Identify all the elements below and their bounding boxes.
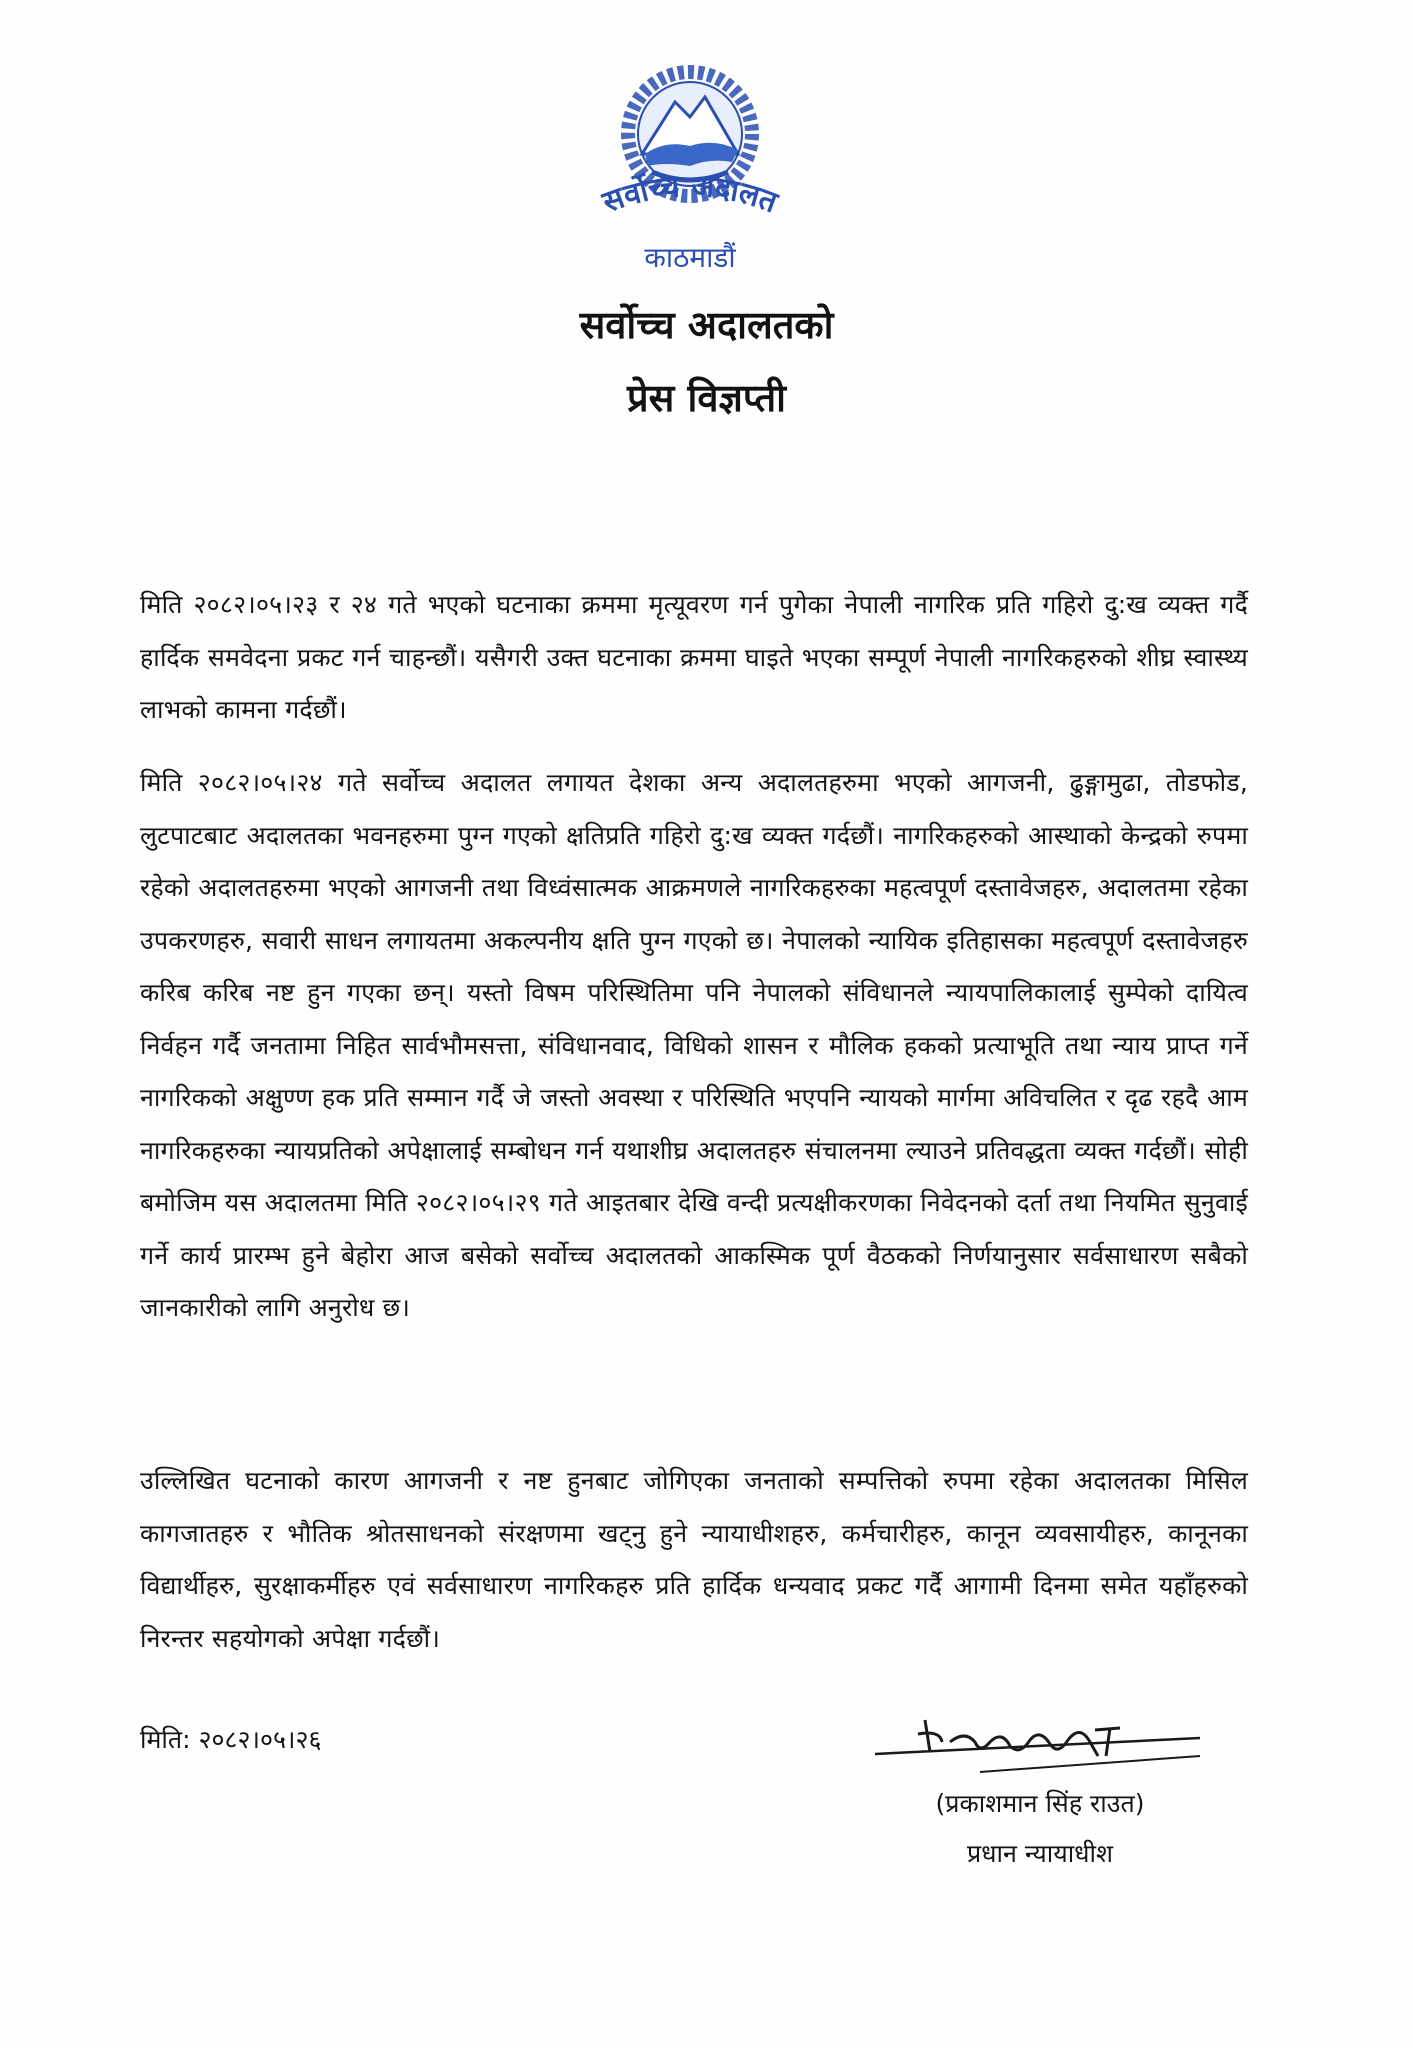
paragraph-thanks: उल्लिखित घटनाको कारण आगजनी र नष्ट हुनबाट जोगिएका जनताको सम्पत्तिको रुपमा रहेका अदालतका मिसिल कागजातहरु र भौतिक श्रोतसाधनको संरक्षणमा खट्नु हुने न्यायाधीशहरु, कर्मचारीहरु, कानून व्यवसायीहरु, कानूनका विद्यार्थीहरु, सुरक्षाकर्मीहरु एवं सर्वसाधारण नागरिकहरु प्रति हार्दिक धन्यवाद प्रकट गर्दै आगामी दिनमा समेत यहाँहरुको निरन्तर सहयोगको अपेक्षा गर्दछौं। (140, 1466, 1248, 1653)
paragraph-condolence: मिति २०८२।०५।२३ र २४ गते भएको घटनाका क्रममा मृत्यूवरण गर्न पुगेका नेपाली नागरिक प्रति गहिरो दु:ख व्यक्त गर्दै हार्दिक समवेदना प्रकट गर्न चाहन्छौं। यसैगरी उक्त घटनाका क्रममा घाइते भएका सम्पूर्ण नेपाली नागरिकहरुको शीघ्र स्वास्थ्य लाभको कामना गर्दछौं। (140, 590, 1248, 724)
signer-name: (प्रकाशमान सिंह राउत) (935, 1789, 1145, 1818)
emblem-arc-text: सर्वोच्च अदालत (598, 168, 782, 221)
signer-title: प्रधान न्यायाधीश (966, 1839, 1114, 1868)
emblem-city-text: काठमाडौं (644, 241, 736, 274)
document-subtitle: प्रेस विज्ञप्ती (626, 376, 787, 420)
handwritten-signature-icon (870, 1712, 1210, 1782)
document-title: सर्वोच्च अदालतको (579, 303, 834, 347)
paragraph-damage-and-resumption: मिति २०८२।०५।२४ गते सर्वोच्च अदालत लगायत देशका अन्य अदालतहरुमा भएको आगजनी, ढुङ्गामुढा, तोडफोड, लुटपाटबाट अदालतका भवनहरुमा पुग्न गएको क्षतिप्रति गहिरो दु:ख व्यक्त गर्दछौं। नागरिकहरुको आस्थाको केन्द्रको रुपमा रहेको अदालतहरुमा भएको आगजनी तथा विध्वंसात्मक आक्रमणले नागरिकहरुका महत्वपूर्ण दस्तावेजहरु, अदालतमा रहेका उपकरणहरु, सवारी साधन लगायतमा अकल्पनीय क्षति पुग्न गएको छ। नेपालको न्यायिक इतिहासका महत्वपूर्ण दस्तावेजहरु करिब करिब नष्ट हुन गएका छन्। यस्तो विषम परिस्थितिमा पनि नेपालको संविधानले न्यायपालिकालाई सुम्पेको दायित्व निर्वहन गर्दै जनतामा निहित सार्वभौमसत्ता, संविधानवाद, विधिको शासन र मौलिक हकको प्रत्याभूति तथा न्याय प्राप्त गर्ने नागरिकको अक्षुण्ण हक प्रति सम्मान गर्दै जे जस्तो अवस्था र परिस्थिति भएपनि न्यायको मार्गमा अविचलित र दृढ रहदै आम नागरिकहरुका न्यायप्रतिको अपेक्षालाई सम्बोधन गर्न यथाशीघ्र अदालतहरु संचालनमा ल्याउने प्रतिवद्धता व्यक्त गर्दछौं। सोही बमोजिम यस अदालतमा मिति २०८२।०५।२९ गते आइतबार देखि वन्दी प्रत्यक्षीकरणका निवेदनको दर्ता तथा नियमित सुनुवाई गर्ने कार्य प्रारम्भ हुने बेहोरा आज बसेको सर्वोच्च अदालतको आकस्मिक पूर्ण वैठकको निर्णयानुसार सर्वसाधारण सबैको जानकारीको लागि अनुरोध छ। (140, 768, 1248, 1322)
issue-date: मिति: २०८२।०५।२६ (140, 1725, 322, 1754)
emblem-graphic (580, 62, 800, 282)
supreme-court-emblem-icon (580, 62, 800, 282)
